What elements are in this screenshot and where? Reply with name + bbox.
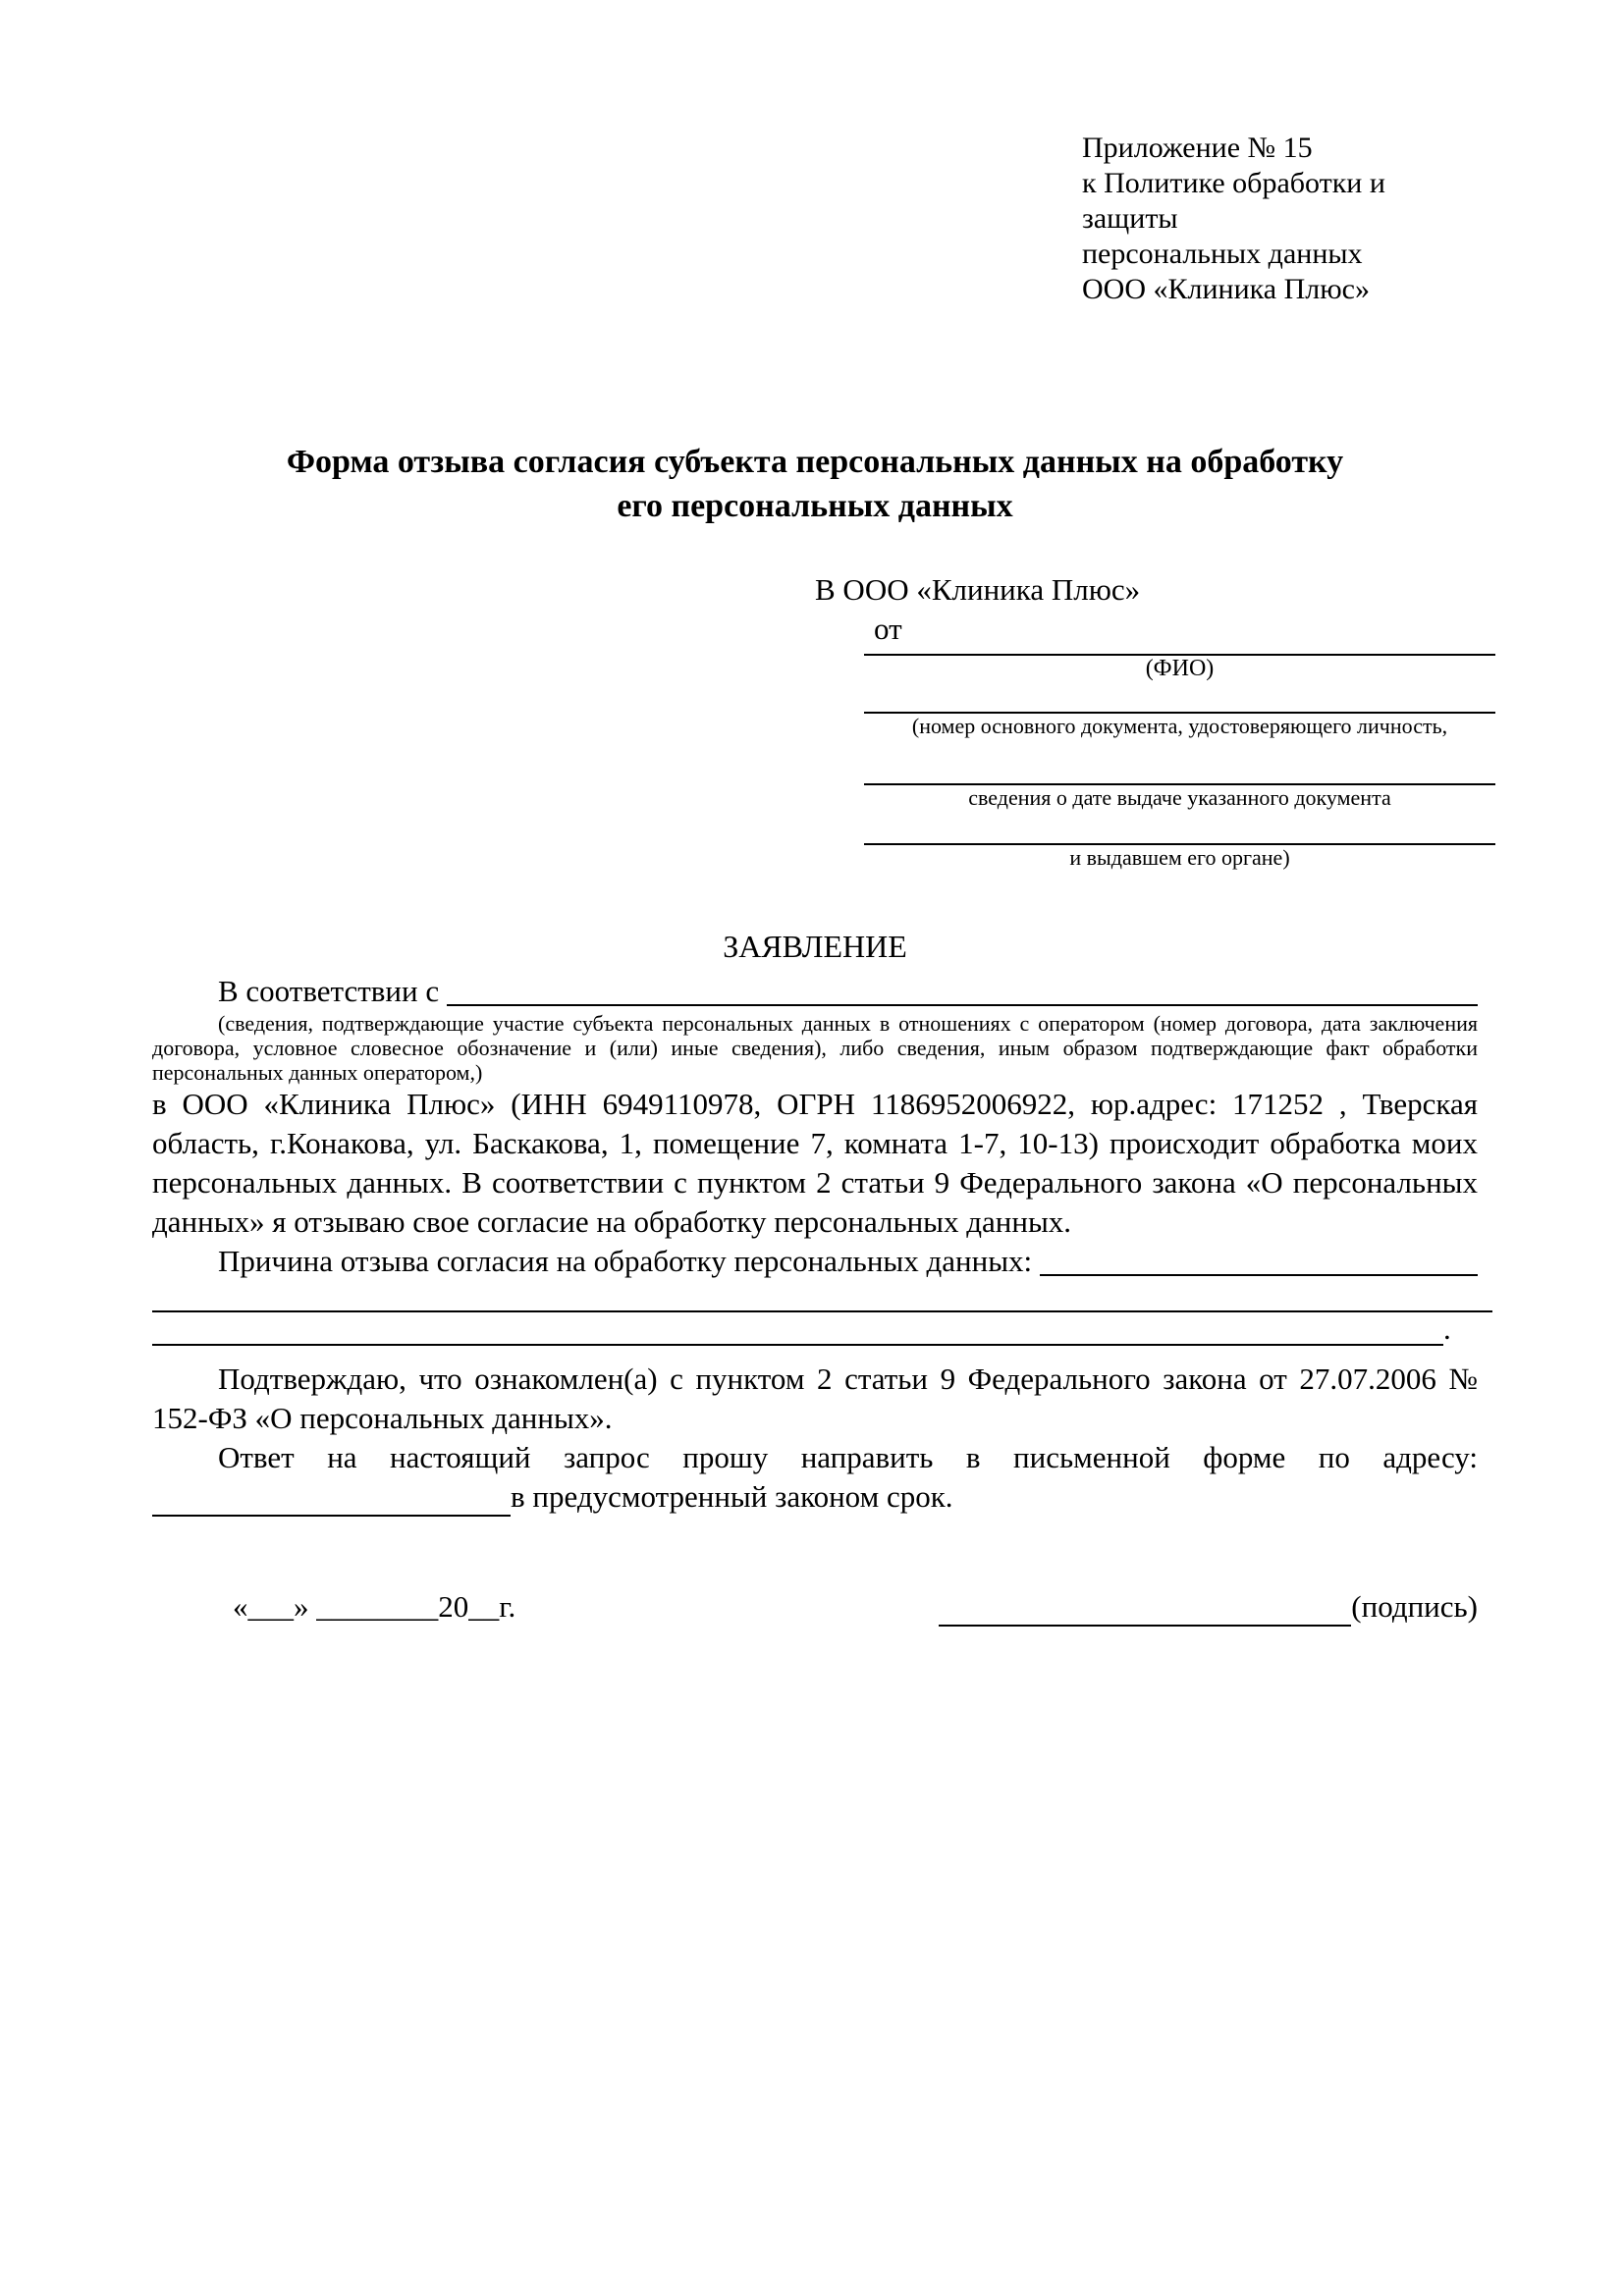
appendix-header bbox=[1082, 0, 1478, 307]
document-number-blank-line bbox=[864, 681, 1495, 714]
confirmation-paragraph: Подтверждаю, что ознакомлен(а) с пунктом 2 статьи 9 Федерального закона от 27.07.2006 № 152-ФЗ «О персональных данных». bbox=[152, 1362, 1478, 1435]
accordance-prefix: В соответствии с bbox=[218, 974, 440, 1008]
issue-date-blank-line bbox=[864, 739, 1495, 785]
fio-blank-line bbox=[864, 649, 1495, 656]
recipient-org: В ООО «Клиника Плюс» bbox=[815, 572, 1141, 607]
issuer-blank-line bbox=[864, 811, 1495, 845]
footer-spacer bbox=[515, 1587, 939, 1627]
reply-address-blank-line bbox=[152, 1483, 511, 1517]
reply-address-row bbox=[152, 1477, 1478, 1517]
reason-blank-line-2 bbox=[152, 1281, 1492, 1312]
statement-heading: ЗАЯВЛЕНИЕ bbox=[723, 929, 907, 964]
accordance-blank-line bbox=[447, 972, 1478, 1006]
document-title bbox=[152, 440, 1478, 528]
reason-blank-line-3 bbox=[152, 1314, 1443, 1346]
appendix-org-name: ООО «Клиника Плюс» bbox=[1082, 273, 1370, 305]
appendix-policy-line2: персональных данных bbox=[1082, 238, 1363, 270]
reply-suffix: в предусмотренный законом срок. bbox=[511, 1479, 953, 1514]
signature-blank-line bbox=[939, 1593, 1351, 1627]
reply-request-line: Ответ на настоящий запрос прошу направить в письменной форме по адресу: bbox=[218, 1440, 1478, 1474]
date-blank: «___» ________20__г. bbox=[233, 1589, 516, 1624]
fio-caption: (ФИО) bbox=[1145, 656, 1215, 681]
appendix-policy-line: к Политике обработки и защиты bbox=[1082, 167, 1385, 235]
appendix-number: Приложение № 15 bbox=[1082, 132, 1313, 164]
reason-blank-line-3-row bbox=[152, 1312, 1478, 1346]
issuer-caption: и выдавшем его органе) bbox=[1069, 845, 1290, 870]
reason-blank-line bbox=[1040, 1242, 1478, 1276]
accordance-line bbox=[152, 972, 1478, 1011]
footer-row bbox=[152, 1587, 1478, 1627]
page-content bbox=[152, 0, 1478, 1627]
recipient-block bbox=[815, 570, 1478, 871]
document-title-line1: Форма отзыва согласия субъекта персональных данных на обработку bbox=[286, 444, 1344, 480]
document-number-caption: (номер основного документа, удостоверяющего личность, bbox=[911, 714, 1448, 738]
reason-label: Причина отзыва согласия на обработку персональных данных: bbox=[218, 1244, 1033, 1278]
document-title-line2: его персональных данных bbox=[617, 488, 1013, 524]
statement-body: в ООО «Клиника Плюс» (ИНН 6949110978, ОГРН 1186952006922, юр.адрес: 171252 , Тверская область, г.Конакова, ул. Баскакова, 1, помещение 7, комната 1-7, 10-13) происходит обработка моих персональных данных. В соответствии с пунктом 2 статьи 9 Федерального закона «О персональных данных» я отзываю свое согласие на обработку персональных данных. bbox=[152, 1087, 1478, 1239]
reason-line bbox=[152, 1242, 1478, 1281]
sentence-period: . bbox=[1443, 1311, 1451, 1346]
issue-date-caption: сведения о дате выдаче указанного документа bbox=[968, 785, 1391, 810]
signature-caption: (подпись) bbox=[1351, 1589, 1478, 1624]
accordance-footnote: (сведения, подтверждающие участие субъекта персональных данных в отношениях с оператором (номер договора, дата заключения договора, условное словесное обозначение и (или) иные сведения), либо сведения, иным образом подтверждающие факт обработки персональных данных оператором,) bbox=[152, 1011, 1478, 1085]
signature-block bbox=[939, 1587, 1478, 1627]
from-label: от bbox=[874, 612, 902, 646]
